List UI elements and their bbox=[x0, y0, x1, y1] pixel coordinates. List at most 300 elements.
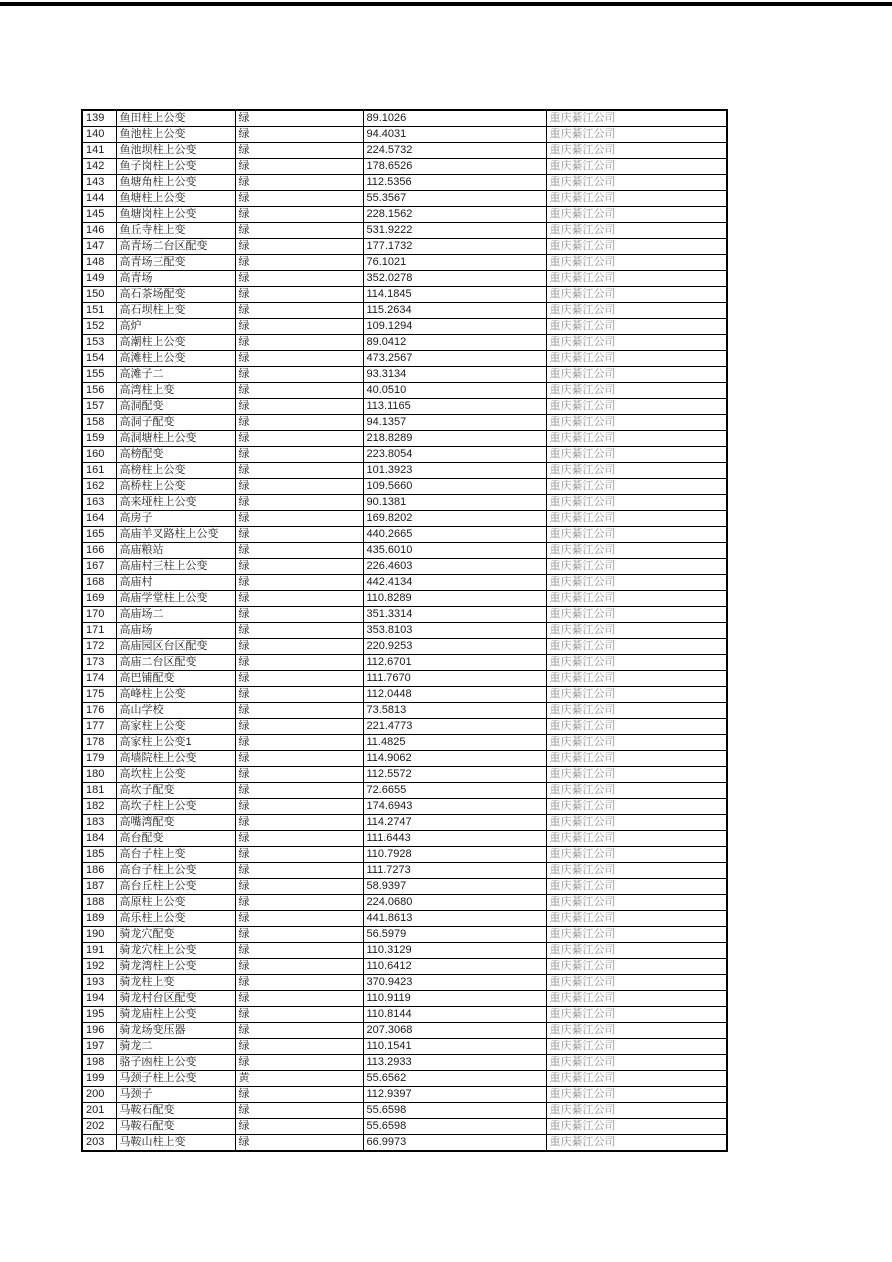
table-row bbox=[82, 927, 727, 943]
cell-row-number: 172 bbox=[82, 639, 116, 655]
cell-status: 绿 bbox=[235, 207, 363, 223]
cell-company: 重庆綦江公司 bbox=[546, 463, 727, 479]
cell-value: 221.4773 bbox=[363, 719, 546, 735]
table-row bbox=[82, 991, 727, 1007]
table-row bbox=[82, 1071, 727, 1087]
cell-status: 绿 bbox=[235, 335, 363, 351]
cell-status: 绿 bbox=[235, 927, 363, 943]
cell-row-number: 148 bbox=[82, 255, 116, 271]
cell-row-number: 164 bbox=[82, 511, 116, 527]
cell-company: 重庆綦江公司 bbox=[546, 559, 727, 575]
table-row bbox=[82, 863, 727, 879]
table-row bbox=[82, 975, 727, 991]
cell-value: 224.5732 bbox=[363, 143, 546, 159]
cell-row-number: 147 bbox=[82, 239, 116, 255]
cell-station-name: 马鞍石配变 bbox=[116, 1103, 235, 1119]
cell-row-number: 163 bbox=[82, 495, 116, 511]
table-row bbox=[82, 575, 727, 591]
cell-company: 重庆綦江公司 bbox=[546, 367, 727, 383]
cell-row-number: 178 bbox=[82, 735, 116, 751]
cell-station-name: 高家柱上公变 bbox=[116, 719, 235, 735]
cell-company: 重庆綦江公司 bbox=[546, 687, 727, 703]
cell-row-number: 188 bbox=[82, 895, 116, 911]
table-row bbox=[82, 495, 727, 511]
cell-value: 89.0412 bbox=[363, 335, 546, 351]
cell-value: 226.4603 bbox=[363, 559, 546, 575]
cell-status: 绿 bbox=[235, 863, 363, 879]
cell-company: 重庆綦江公司 bbox=[546, 1007, 727, 1023]
cell-row-number: 184 bbox=[82, 831, 116, 847]
cell-value: 441.8613 bbox=[363, 911, 546, 927]
cell-value: 110.9119 bbox=[363, 991, 546, 1007]
table-row bbox=[82, 895, 727, 911]
cell-company: 重庆綦江公司 bbox=[546, 1119, 727, 1135]
cell-station-name: 高墙院柱上公变 bbox=[116, 751, 235, 767]
cell-station-name: 高庙二台区配变 bbox=[116, 655, 235, 671]
cell-status: 绿 bbox=[235, 639, 363, 655]
cell-row-number: 196 bbox=[82, 1023, 116, 1039]
cell-value: 110.1541 bbox=[363, 1039, 546, 1055]
cell-row-number: 192 bbox=[82, 959, 116, 975]
cell-value: 55.6562 bbox=[363, 1071, 546, 1087]
cell-station-name: 马鞍石配变 bbox=[116, 1119, 235, 1135]
cell-row-number: 191 bbox=[82, 943, 116, 959]
cell-company: 重庆綦江公司 bbox=[546, 415, 727, 431]
cell-station-name: 高青场三配变 bbox=[116, 255, 235, 271]
table-row bbox=[82, 831, 727, 847]
cell-status: 绿 bbox=[235, 703, 363, 719]
cell-value: 112.0448 bbox=[363, 687, 546, 703]
cell-row-number: 160 bbox=[82, 447, 116, 463]
cell-station-name: 高炉 bbox=[116, 319, 235, 335]
cell-status: 绿 bbox=[235, 1135, 363, 1152]
table-row bbox=[82, 335, 727, 351]
cell-value: 73.5813 bbox=[363, 703, 546, 719]
cell-company: 重庆綦江公司 bbox=[546, 591, 727, 607]
table-row bbox=[82, 1039, 727, 1055]
cell-value: 66.9973 bbox=[363, 1135, 546, 1152]
cell-company: 重庆綦江公司 bbox=[546, 1103, 727, 1119]
top-border-bar bbox=[0, 2, 892, 6]
cell-company: 重庆綦江公司 bbox=[546, 943, 727, 959]
cell-row-number: 166 bbox=[82, 543, 116, 559]
cell-value: 93.3134 bbox=[363, 367, 546, 383]
table-row bbox=[82, 110, 727, 127]
cell-company: 重庆綦江公司 bbox=[546, 751, 727, 767]
table-row bbox=[82, 1135, 727, 1152]
cell-station-name: 鱼子岗柱上公变 bbox=[116, 159, 235, 175]
cell-status: 绿 bbox=[235, 463, 363, 479]
cell-station-name: 高青场 bbox=[116, 271, 235, 287]
table-row bbox=[82, 1007, 727, 1023]
table-row bbox=[82, 207, 727, 223]
table-row bbox=[82, 543, 727, 559]
cell-station-name: 骑龙二 bbox=[116, 1039, 235, 1055]
cell-company: 重庆綦江公司 bbox=[546, 207, 727, 223]
cell-status: 绿 bbox=[235, 1055, 363, 1071]
cell-value: 473.2567 bbox=[363, 351, 546, 367]
table-row bbox=[82, 127, 727, 143]
cell-status: 绿 bbox=[235, 591, 363, 607]
table-row bbox=[82, 1055, 727, 1071]
cell-status: 绿 bbox=[235, 223, 363, 239]
cell-status: 绿 bbox=[235, 447, 363, 463]
table-row bbox=[82, 159, 727, 175]
table-row bbox=[82, 655, 727, 671]
cell-company: 重庆綦江公司 bbox=[546, 543, 727, 559]
cell-status: 绿 bbox=[235, 303, 363, 319]
cell-station-name: 高原柱上公变 bbox=[116, 895, 235, 911]
cell-company: 重庆綦江公司 bbox=[546, 959, 727, 975]
cell-value: 101.3923 bbox=[363, 463, 546, 479]
cell-station-name: 骑龙穴配变 bbox=[116, 927, 235, 943]
cell-value: 109.5660 bbox=[363, 479, 546, 495]
cell-station-name: 马颈子 bbox=[116, 1087, 235, 1103]
cell-value: 94.4031 bbox=[363, 127, 546, 143]
cell-row-number: 154 bbox=[82, 351, 116, 367]
cell-value: 109.1294 bbox=[363, 319, 546, 335]
table-row bbox=[82, 623, 727, 639]
cell-company: 重庆綦江公司 bbox=[546, 239, 727, 255]
cell-row-number: 153 bbox=[82, 335, 116, 351]
table-row bbox=[82, 1023, 727, 1039]
cell-station-name: 高坎子柱上公变 bbox=[116, 799, 235, 815]
cell-company: 重庆綦江公司 bbox=[546, 719, 727, 735]
cell-station-name: 高庙园区台区配变 bbox=[116, 639, 235, 655]
cell-company: 重庆綦江公司 bbox=[546, 991, 727, 1007]
cell-company: 重庆綦江公司 bbox=[546, 1071, 727, 1087]
cell-company: 重庆綦江公司 bbox=[546, 287, 727, 303]
cell-company: 重庆綦江公司 bbox=[546, 847, 727, 863]
cell-station-name: 高庙村 bbox=[116, 575, 235, 591]
cell-company: 重庆綦江公司 bbox=[546, 1135, 727, 1152]
cell-status: 绿 bbox=[235, 1007, 363, 1023]
cell-row-number: 175 bbox=[82, 687, 116, 703]
cell-station-name: 高榜配变 bbox=[116, 447, 235, 463]
table-row bbox=[82, 175, 727, 191]
cell-value: 110.7928 bbox=[363, 847, 546, 863]
cell-value: 111.7670 bbox=[363, 671, 546, 687]
table-row bbox=[82, 1087, 727, 1103]
table-row bbox=[82, 527, 727, 543]
cell-row-number: 143 bbox=[82, 175, 116, 191]
cell-value: 76.1021 bbox=[363, 255, 546, 271]
cell-company: 重庆綦江公司 bbox=[546, 735, 727, 751]
cell-value: 112.9397 bbox=[363, 1087, 546, 1103]
cell-company: 重庆綦江公司 bbox=[546, 255, 727, 271]
cell-value: 352.0278 bbox=[363, 271, 546, 287]
cell-value: 442.4134 bbox=[363, 575, 546, 591]
cell-status: 绿 bbox=[235, 319, 363, 335]
cell-value: 435.6010 bbox=[363, 543, 546, 559]
table-row bbox=[82, 367, 727, 383]
cell-station-name: 骑龙柱上变 bbox=[116, 975, 235, 991]
cell-row-number: 165 bbox=[82, 527, 116, 543]
cell-station-name: 高滩子二 bbox=[116, 367, 235, 383]
cell-row-number: 146 bbox=[82, 223, 116, 239]
table-row bbox=[82, 911, 727, 927]
cell-status: 绿 bbox=[235, 559, 363, 575]
cell-status: 绿 bbox=[235, 943, 363, 959]
cell-company: 重庆綦江公司 bbox=[546, 655, 727, 671]
cell-value: 353.8103 bbox=[363, 623, 546, 639]
cell-status: 绿 bbox=[235, 911, 363, 927]
table-row bbox=[82, 143, 727, 159]
table-row bbox=[82, 943, 727, 959]
cell-status: 绿 bbox=[235, 607, 363, 623]
cell-status: 绿 bbox=[235, 415, 363, 431]
cell-value: 218.8289 bbox=[363, 431, 546, 447]
cell-status: 绿 bbox=[235, 991, 363, 1007]
cell-station-name: 高桥柱上公变 bbox=[116, 479, 235, 495]
cell-station-name: 高庙羊叉路柱上公变 bbox=[116, 527, 235, 543]
cell-value: 94.1357 bbox=[363, 415, 546, 431]
cell-station-name: 高山学校 bbox=[116, 703, 235, 719]
cell-status: 绿 bbox=[235, 351, 363, 367]
table-row bbox=[82, 815, 727, 831]
cell-status: 绿 bbox=[235, 767, 363, 783]
cell-status: 绿 bbox=[235, 847, 363, 863]
cell-value: 114.2747 bbox=[363, 815, 546, 831]
cell-row-number: 197 bbox=[82, 1039, 116, 1055]
cell-company: 重庆綦江公司 bbox=[546, 511, 727, 527]
table-row bbox=[82, 239, 727, 255]
cell-value: 114.9062 bbox=[363, 751, 546, 767]
cell-company: 重庆綦江公司 bbox=[546, 335, 727, 351]
cell-station-name: 高庙学堂柱上公变 bbox=[116, 591, 235, 607]
table-row bbox=[82, 703, 727, 719]
table-row bbox=[82, 351, 727, 367]
table-row bbox=[82, 671, 727, 687]
cell-station-name: 马鞍山柱上变 bbox=[116, 1135, 235, 1152]
cell-status: 绿 bbox=[235, 239, 363, 255]
cell-row-number: 202 bbox=[82, 1119, 116, 1135]
cell-company: 重庆綦江公司 bbox=[546, 271, 727, 287]
cell-status: 绿 bbox=[235, 431, 363, 447]
cell-row-number: 142 bbox=[82, 159, 116, 175]
cell-status: 黄 bbox=[235, 1071, 363, 1087]
cell-value: 207.3068 bbox=[363, 1023, 546, 1039]
cell-row-number: 183 bbox=[82, 815, 116, 831]
table-row bbox=[82, 687, 727, 703]
cell-row-number: 203 bbox=[82, 1135, 116, 1152]
cell-row-number: 157 bbox=[82, 399, 116, 415]
cell-value: 110.8289 bbox=[363, 591, 546, 607]
cell-status: 绿 bbox=[235, 655, 363, 671]
cell-status: 绿 bbox=[235, 1087, 363, 1103]
cell-value: 113.1165 bbox=[363, 399, 546, 415]
cell-row-number: 151 bbox=[82, 303, 116, 319]
cell-row-number: 199 bbox=[82, 1071, 116, 1087]
cell-row-number: 198 bbox=[82, 1055, 116, 1071]
cell-status: 绿 bbox=[235, 495, 363, 511]
cell-row-number: 186 bbox=[82, 863, 116, 879]
cell-station-name: 高台丘柱上公变 bbox=[116, 879, 235, 895]
cell-station-name: 高洞塘柱上公变 bbox=[116, 431, 235, 447]
cell-value: 72.6655 bbox=[363, 783, 546, 799]
cell-station-name: 鱼田柱上公变 bbox=[116, 110, 235, 127]
cell-row-number: 149 bbox=[82, 271, 116, 287]
cell-station-name: 高坎子配变 bbox=[116, 783, 235, 799]
cell-company: 重庆綦江公司 bbox=[546, 927, 727, 943]
table-row bbox=[82, 399, 727, 415]
table-row bbox=[82, 559, 727, 575]
cell-station-name: 骑龙庙柱上公变 bbox=[116, 1007, 235, 1023]
cell-row-number: 162 bbox=[82, 479, 116, 495]
cell-company: 重庆綦江公司 bbox=[546, 479, 727, 495]
cell-station-name: 高坎柱上公变 bbox=[116, 767, 235, 783]
cell-station-name: 骑龙村台区配变 bbox=[116, 991, 235, 1007]
cell-value: 110.6412 bbox=[363, 959, 546, 975]
cell-company: 重庆綦江公司 bbox=[546, 143, 727, 159]
cell-status: 绿 bbox=[235, 975, 363, 991]
cell-company: 重庆綦江公司 bbox=[546, 110, 727, 127]
cell-station-name: 高潮柱上公变 bbox=[116, 335, 235, 351]
cell-row-number: 180 bbox=[82, 767, 116, 783]
cell-value: 115.2634 bbox=[363, 303, 546, 319]
cell-value: 174.6943 bbox=[363, 799, 546, 815]
table-row bbox=[82, 607, 727, 623]
cell-status: 绿 bbox=[235, 783, 363, 799]
cell-station-name: 鱼池坝柱上公变 bbox=[116, 143, 235, 159]
table-row bbox=[82, 287, 727, 303]
cell-station-name: 马颈子柱上公变 bbox=[116, 1071, 235, 1087]
table-row bbox=[82, 191, 727, 207]
cell-value: 110.3129 bbox=[363, 943, 546, 959]
cell-row-number: 200 bbox=[82, 1087, 116, 1103]
cell-row-number: 139 bbox=[82, 110, 116, 127]
cell-status: 绿 bbox=[235, 143, 363, 159]
cell-value: 178.6526 bbox=[363, 159, 546, 175]
cell-status: 绿 bbox=[235, 1119, 363, 1135]
cell-row-number: 181 bbox=[82, 783, 116, 799]
table-row bbox=[82, 959, 727, 975]
cell-row-number: 171 bbox=[82, 623, 116, 639]
cell-row-number: 144 bbox=[82, 191, 116, 207]
cell-station-name: 高庙场二 bbox=[116, 607, 235, 623]
cell-station-name: 高榜柱上公变 bbox=[116, 463, 235, 479]
cell-row-number: 185 bbox=[82, 847, 116, 863]
cell-company: 重庆綦江公司 bbox=[546, 623, 727, 639]
cell-value: 112.5356 bbox=[363, 175, 546, 191]
cell-row-number: 169 bbox=[82, 591, 116, 607]
cell-company: 重庆綦江公司 bbox=[546, 575, 727, 591]
cell-row-number: 182 bbox=[82, 799, 116, 815]
cell-row-number: 177 bbox=[82, 719, 116, 735]
cell-status: 绿 bbox=[235, 575, 363, 591]
cell-company: 重庆綦江公司 bbox=[546, 319, 727, 335]
table-row bbox=[82, 879, 727, 895]
cell-company: 重庆綦江公司 bbox=[546, 895, 727, 911]
cell-row-number: 158 bbox=[82, 415, 116, 431]
cell-company: 重庆綦江公司 bbox=[546, 175, 727, 191]
cell-status: 绿 bbox=[235, 399, 363, 415]
cell-row-number: 168 bbox=[82, 575, 116, 591]
cell-row-number: 179 bbox=[82, 751, 116, 767]
cell-company: 重庆綦江公司 bbox=[546, 1039, 727, 1055]
cell-value: 55.6598 bbox=[363, 1119, 546, 1135]
table-row bbox=[82, 1119, 727, 1135]
cell-station-name: 高庙场 bbox=[116, 623, 235, 639]
cell-station-name: 鱼塘角柱上公变 bbox=[116, 175, 235, 191]
cell-status: 绿 bbox=[235, 255, 363, 271]
cell-company: 重庆綦江公司 bbox=[546, 159, 727, 175]
cell-company: 重庆綦江公司 bbox=[546, 975, 727, 991]
cell-status: 绿 bbox=[235, 110, 363, 127]
cell-status: 绿 bbox=[235, 1023, 363, 1039]
cell-station-name: 高石茶场配变 bbox=[116, 287, 235, 303]
cell-value: 351.3314 bbox=[363, 607, 546, 623]
cell-value: 440.2665 bbox=[363, 527, 546, 543]
table-row bbox=[82, 271, 727, 287]
cell-station-name: 鱼塘岗柱上公变 bbox=[116, 207, 235, 223]
cell-company: 重庆綦江公司 bbox=[546, 1087, 727, 1103]
cell-status: 绿 bbox=[235, 191, 363, 207]
cell-station-name: 高青场二台区配变 bbox=[116, 239, 235, 255]
cell-value: 113.2933 bbox=[363, 1055, 546, 1071]
cell-company: 重庆綦江公司 bbox=[546, 1055, 727, 1071]
cell-row-number: 152 bbox=[82, 319, 116, 335]
cell-row-number: 167 bbox=[82, 559, 116, 575]
cell-status: 绿 bbox=[235, 895, 363, 911]
table-row bbox=[82, 1103, 727, 1119]
cell-company: 重庆綦江公司 bbox=[546, 783, 727, 799]
cell-station-name: 骑龙湾柱上公变 bbox=[116, 959, 235, 975]
cell-row-number: 159 bbox=[82, 431, 116, 447]
cell-row-number: 140 bbox=[82, 127, 116, 143]
cell-row-number: 189 bbox=[82, 911, 116, 927]
cell-company: 重庆綦江公司 bbox=[546, 447, 727, 463]
cell-status: 绿 bbox=[235, 367, 363, 383]
cell-company: 重庆綦江公司 bbox=[546, 127, 727, 143]
cell-value: 111.7273 bbox=[363, 863, 546, 879]
table-row bbox=[82, 431, 727, 447]
cell-station-name: 鱼塘柱上公变 bbox=[116, 191, 235, 207]
cell-station-name: 高乐柱上公变 bbox=[116, 911, 235, 927]
table-row bbox=[82, 319, 727, 335]
cell-value: 90.1381 bbox=[363, 495, 546, 511]
cell-status: 绿 bbox=[235, 175, 363, 191]
cell-station-name: 骑龙场变压器 bbox=[116, 1023, 235, 1039]
cell-status: 绿 bbox=[235, 735, 363, 751]
cell-row-number: 173 bbox=[82, 655, 116, 671]
table-row bbox=[82, 303, 727, 319]
cell-status: 绿 bbox=[235, 287, 363, 303]
cell-status: 绿 bbox=[235, 271, 363, 287]
cell-value: 224.0680 bbox=[363, 895, 546, 911]
cell-station-name: 高台子柱上变 bbox=[116, 847, 235, 863]
cell-status: 绿 bbox=[235, 127, 363, 143]
cell-status: 绿 bbox=[235, 671, 363, 687]
table-row bbox=[82, 415, 727, 431]
table-row bbox=[82, 255, 727, 271]
cell-value: 228.1562 bbox=[363, 207, 546, 223]
cell-value: 56.5979 bbox=[363, 927, 546, 943]
cell-row-number: 145 bbox=[82, 207, 116, 223]
cell-company: 重庆綦江公司 bbox=[546, 911, 727, 927]
cell-station-name: 骆子凼柱上公变 bbox=[116, 1055, 235, 1071]
cell-company: 重庆綦江公司 bbox=[546, 191, 727, 207]
cell-status: 绿 bbox=[235, 879, 363, 895]
cell-row-number: 161 bbox=[82, 463, 116, 479]
cell-row-number: 190 bbox=[82, 927, 116, 943]
cell-row-number: 194 bbox=[82, 991, 116, 1007]
cell-row-number: 156 bbox=[82, 383, 116, 399]
cell-value: 112.6701 bbox=[363, 655, 546, 671]
data-table bbox=[81, 109, 728, 1152]
cell-status: 绿 bbox=[235, 799, 363, 815]
cell-station-name: 高峰柱上公变 bbox=[116, 687, 235, 703]
